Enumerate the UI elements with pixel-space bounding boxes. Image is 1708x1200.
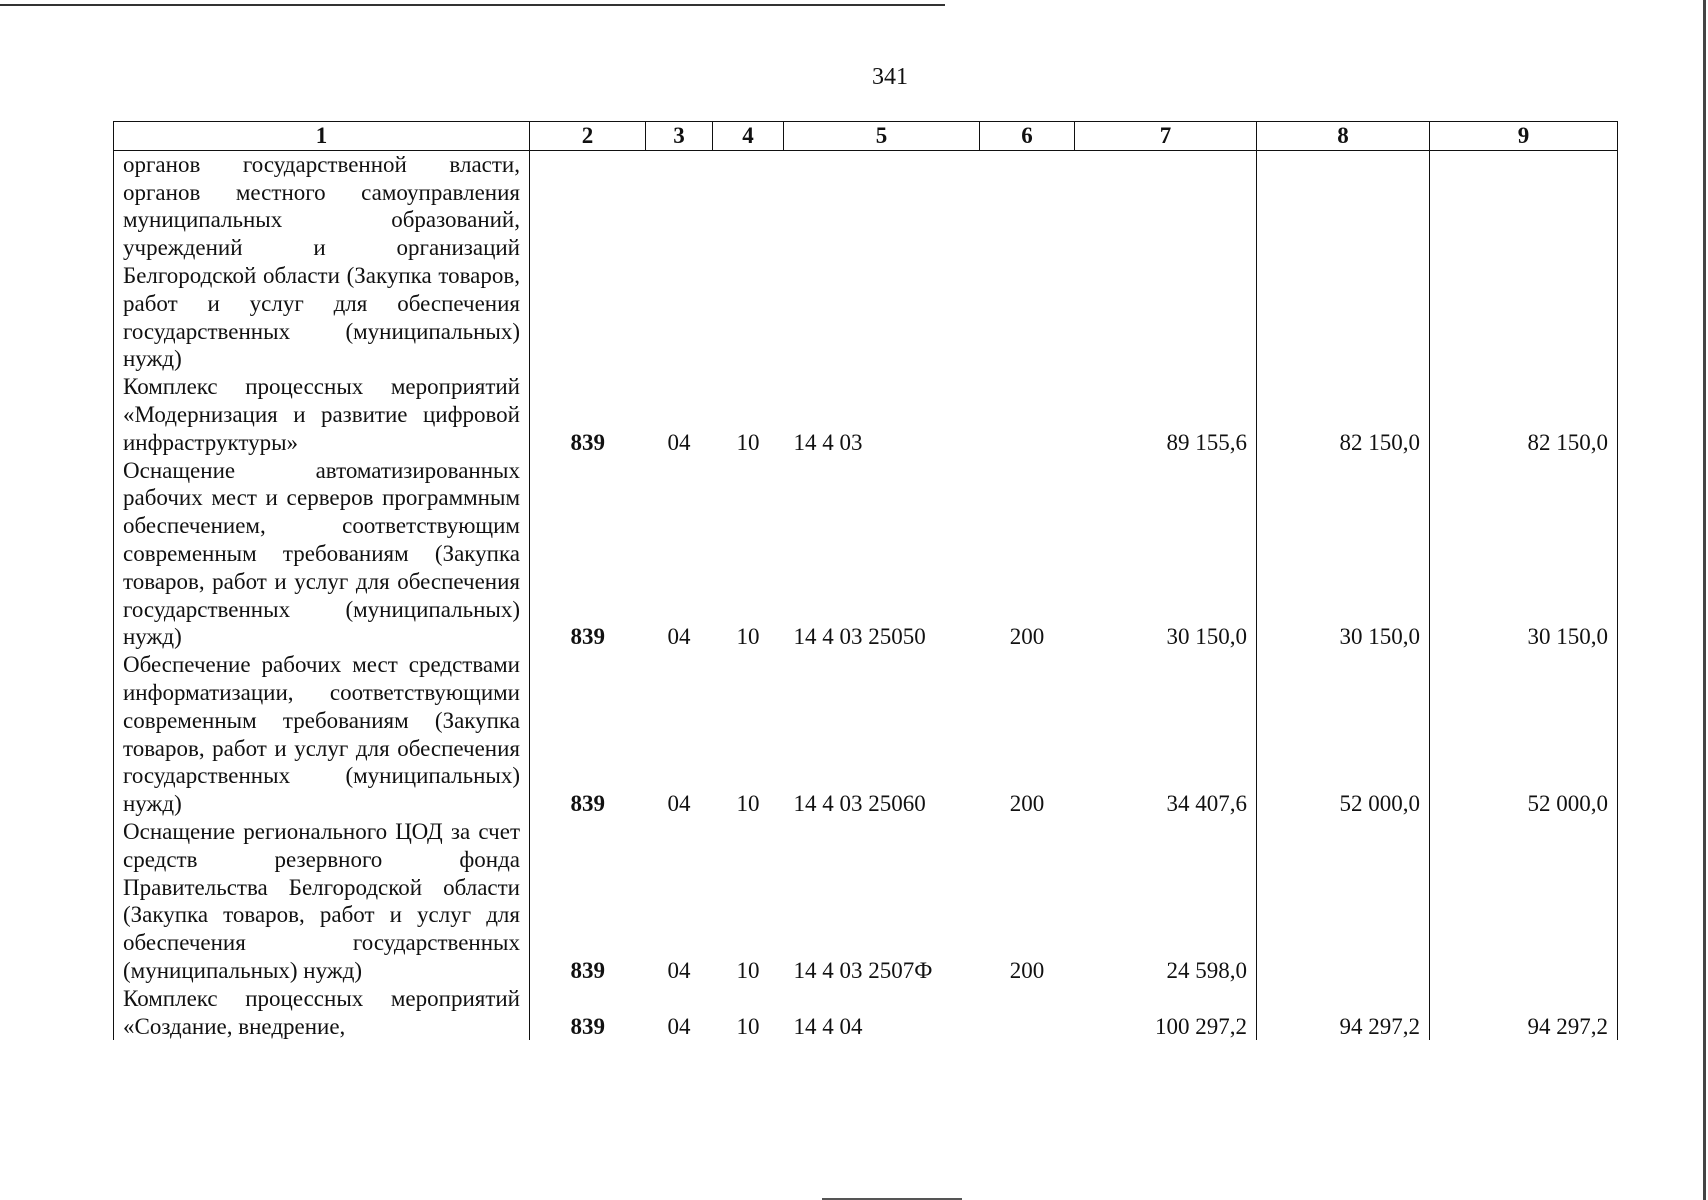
expense-type-cell bbox=[980, 373, 1075, 456]
amount-col7-cell: 24 598,0 bbox=[1075, 818, 1257, 985]
section-cell: 04 bbox=[667, 1013, 691, 1039]
admin-code-cell: 839 bbox=[530, 985, 646, 1041]
column-header: 7 bbox=[1075, 122, 1257, 151]
target-article-cell: 14 4 03 2507Ф bbox=[793, 957, 933, 983]
table-row bbox=[114, 985, 1618, 1041]
amount-col8-cell bbox=[1257, 818, 1430, 985]
table-header-row bbox=[114, 122, 1618, 151]
row-name-cell: Комплекс процессных мероприятий «Создание, внедрение, bbox=[114, 985, 530, 1041]
amount-col8-cell: 82 150,0 bbox=[1257, 373, 1430, 456]
amount-col9-cell bbox=[1430, 150, 1618, 373]
amount-col7-cell: 34 407,6 bbox=[1075, 651, 1257, 818]
target-article-cell: 14 4 03 25050 bbox=[793, 624, 926, 650]
column-header: 8 bbox=[1257, 122, 1430, 151]
subsection-cell: 10 bbox=[736, 791, 760, 817]
column-header: 6 bbox=[980, 122, 1075, 151]
amount-col9-cell: 94 297,2 bbox=[1430, 985, 1618, 1041]
admin-code-cell: 839 bbox=[530, 818, 646, 985]
expense-type-cell: 200 bbox=[1009, 624, 1045, 650]
amount-col8-cell bbox=[1257, 150, 1430, 373]
table-row bbox=[114, 818, 1618, 985]
subsection-cell: 10 bbox=[736, 429, 760, 455]
admin-code-cell: 839 bbox=[530, 373, 646, 456]
amount-col7-cell: 100 297,2 bbox=[1075, 985, 1257, 1041]
amount-col9-cell: 82 150,0 bbox=[1430, 373, 1618, 456]
table-row bbox=[114, 373, 1618, 456]
scan-border-top bbox=[0, 4, 945, 6]
amount-col7-cell bbox=[1075, 150, 1257, 373]
column-header: 4 bbox=[713, 122, 784, 151]
target-article-cell: 14 4 03 bbox=[793, 429, 863, 455]
admin-code-cell bbox=[530, 150, 646, 373]
admin-code-cell: 839 bbox=[530, 457, 646, 652]
subsection-cell bbox=[713, 150, 784, 373]
column-header: 2 bbox=[530, 122, 646, 151]
admin-code-cell: 839 bbox=[530, 651, 646, 818]
table-body bbox=[114, 150, 1618, 1040]
row-name-cell: Оснащение регионального ЦОД за счет средств резервного фонда Правительства Белгородской области (Закупка товаров, работ и услуг для обеспечения государственных (муниципальных) нужд) bbox=[114, 818, 530, 985]
row-name-cell: органов государственной власти, органов местного самоуправления муниципальных образований, учреждений и организаций Белгородской области (Закупка товаров, работ и услуг для обеспечения государственных (муниципальных) нужд) bbox=[114, 150, 530, 373]
table-row bbox=[114, 150, 1618, 373]
row-name-cell: Комплекс процессных мероприятий «Модернизация и развитие цифровой инфраструктуры» bbox=[114, 373, 530, 456]
table-row bbox=[114, 651, 1618, 818]
target-article-cell: 14 4 03 25060 bbox=[793, 791, 926, 817]
section-cell: 04 bbox=[667, 624, 691, 650]
column-header: 1 bbox=[114, 122, 530, 151]
target-article-cell: 14 4 04 bbox=[793, 1013, 863, 1039]
column-header: 9 bbox=[1430, 122, 1618, 151]
expense-type-cell: 200 bbox=[1009, 791, 1045, 817]
amount-col9-cell bbox=[1430, 818, 1618, 985]
amount-col9-cell: 52 000,0 bbox=[1430, 651, 1618, 818]
amount-col7-cell: 30 150,0 bbox=[1075, 457, 1257, 652]
scan-border-right bbox=[1703, 0, 1706, 1200]
section-cell bbox=[646, 150, 713, 373]
table-row bbox=[114, 457, 1618, 652]
target-article-cell bbox=[784, 150, 980, 373]
subsection-cell: 10 bbox=[736, 957, 760, 983]
subsection-cell: 10 bbox=[736, 1013, 760, 1039]
subsection-cell: 10 bbox=[736, 624, 760, 650]
amount-col8-cell: 52 000,0 bbox=[1257, 651, 1430, 818]
expense-type-cell: 200 bbox=[1009, 957, 1045, 983]
expense-type-cell bbox=[980, 985, 1075, 1041]
row-name-cell: Обеспечение рабочих мест средствами информатизации, соответствующими современным требованиям (Закупка товаров, работ и услуг для обеспечения государственных (муниципальных) нужд) bbox=[114, 651, 530, 818]
section-cell: 04 bbox=[667, 957, 691, 983]
column-header: 5 bbox=[784, 122, 980, 151]
section-cell: 04 bbox=[667, 791, 691, 817]
column-header: 3 bbox=[646, 122, 713, 151]
budget-table bbox=[113, 121, 1618, 1040]
amount-col8-cell: 94 297,2 bbox=[1257, 985, 1430, 1041]
expense-type-cell bbox=[980, 150, 1075, 373]
row-name-cell: Оснащение автоматизированных рабочих мест и серверов программным обеспечением, соответствующим современным требованиям (Закупка товаров, работ и услуг для обеспечения государственных (муниципальных) нужд) bbox=[114, 457, 530, 652]
amount-col8-cell: 30 150,0 bbox=[1257, 457, 1430, 652]
amount-col9-cell: 30 150,0 bbox=[1430, 457, 1618, 652]
amount-col7-cell: 89 155,6 bbox=[1075, 373, 1257, 456]
section-cell: 04 bbox=[667, 429, 691, 455]
page-number: 341 bbox=[872, 64, 908, 90]
